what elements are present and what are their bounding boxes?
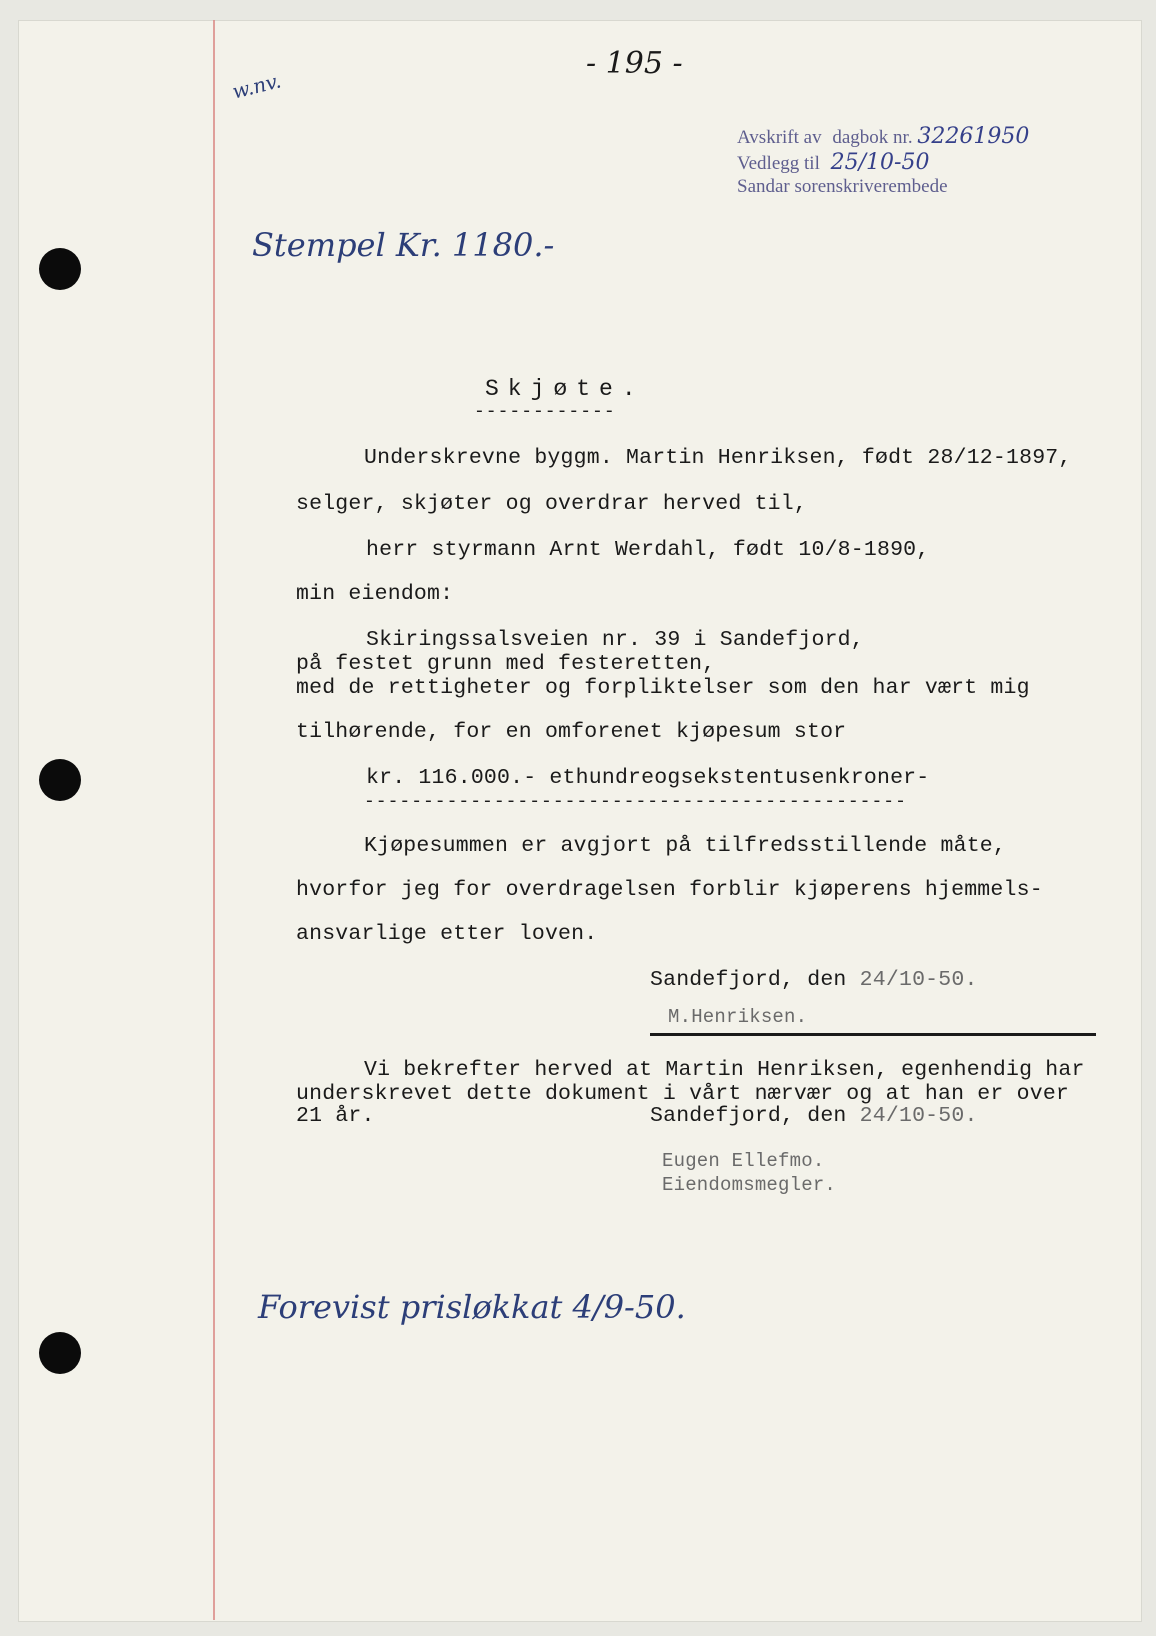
stamp-fee: Stempel Kr. 1180.- bbox=[252, 226, 555, 264]
date-2: 24/10-50. bbox=[859, 1104, 978, 1128]
body-line-1: Underskrevne byggm. Martin Henriksen, født 28/12-1897, bbox=[364, 446, 1072, 470]
stamp-prefix-1: Avskrift av bbox=[737, 127, 822, 148]
title-underline: ------------ bbox=[474, 402, 616, 422]
stamp-prefix-2: Vedlegg til bbox=[737, 153, 820, 174]
body-line-5: Skiringssalsveien nr. 39 i Sandefjord, bbox=[366, 628, 864, 652]
body-line-12: ansvarlige etter loven. bbox=[296, 922, 598, 946]
place-1: Sandefjord, den bbox=[650, 968, 847, 992]
witness-line-3: 21 år. bbox=[296, 1104, 375, 1128]
stamp-dagbok-label: dagbok nr. bbox=[832, 127, 913, 148]
document-page bbox=[18, 20, 1142, 1622]
footer-note: Forevist prisløkkat 4/9-50. bbox=[258, 1288, 686, 1326]
stamp-dagbok-number: 3226 bbox=[917, 124, 974, 149]
body-line-9: kr. 116.000.- ethundreogsekstentusenkroner- bbox=[366, 766, 930, 790]
body-line-10: Kjøpesummen er avgjort på tilfredsstillende måte, bbox=[364, 834, 1007, 858]
margin-mark: w.nv. bbox=[229, 68, 284, 104]
body-line-11: hvorfor jeg for overdragelsen forblir kjøperens hjemmels- bbox=[296, 878, 1043, 902]
signature-2-title: Eiendomsmegler. bbox=[662, 1174, 837, 1196]
punch-hole-bottom bbox=[39, 1332, 81, 1374]
place-date-1 bbox=[650, 968, 978, 992]
punch-hole-top bbox=[39, 248, 81, 290]
body-line-6: på festet grunn med festeretten, bbox=[296, 652, 716, 676]
stamp-year: 1950 bbox=[973, 124, 1030, 149]
punch-hole-middle bbox=[39, 759, 81, 801]
page-number: - 195 - bbox=[586, 46, 683, 81]
body-line-4: min eiendom: bbox=[296, 582, 454, 606]
place-2: Sandefjord, den bbox=[650, 1104, 847, 1128]
body-line-8: tilhørende, for en omforenet kjøpesum stor bbox=[296, 720, 847, 744]
signature-1: M.Henriksen. bbox=[668, 1006, 808, 1028]
place-date-2 bbox=[650, 1104, 978, 1128]
witness-line-1: Vi bekrefter herved at Martin Henriksen, egenhendig har bbox=[364, 1058, 1085, 1082]
body-line-7: med de rettigheter og forpliktelser som den har vært mig bbox=[296, 676, 1030, 700]
witness-line-2: underskrevet dette dokument i vårt nærvær og at han er over bbox=[296, 1082, 1070, 1106]
body-line-3: herr styrmann Arnt Werdahl, født 10/8-1890, bbox=[366, 538, 930, 562]
page-title: Skjøte. bbox=[485, 376, 645, 402]
stamp-office: Sandar sorenskriverembede bbox=[737, 176, 948, 197]
signature-line bbox=[650, 1033, 1096, 1036]
margin-line bbox=[213, 20, 215, 1620]
signature-2-name: Eugen Ellefmo. bbox=[662, 1150, 825, 1172]
body-line-2: selger, skjøter og overdrar herved til, bbox=[296, 492, 807, 516]
date-1: 24/10-50. bbox=[859, 968, 978, 992]
stamp-date: 25/10-50 bbox=[830, 150, 930, 175]
price-underline: ---------------------------------------------- bbox=[364, 792, 907, 812]
